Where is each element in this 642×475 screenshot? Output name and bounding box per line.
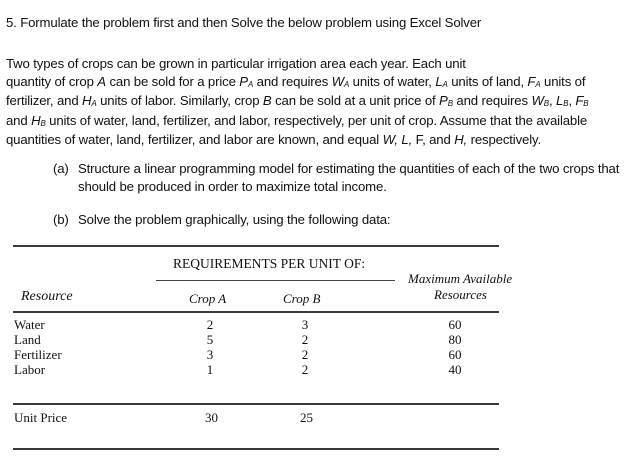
problem-paragraph [6,55,642,149]
row-crop-a: 30 [205,410,218,425]
water-symbol: W [331,73,344,89]
water-symbol: W [531,93,544,109]
header-max-line-1: Maximum Available [408,271,513,286]
subscript: B [543,99,549,109]
symbols: H, [454,132,468,148]
labor-symbol: H [31,112,41,128]
price-top-rule [13,403,499,405]
part-b-text: Solve the problem graphically, using the following data: [78,212,391,227]
row-max: 60 [448,347,462,362]
text: can be sold for a price [105,73,240,89]
row-crop-b: 2 [301,332,309,347]
text: , [548,93,556,109]
row-crop-a: 2 [206,317,214,332]
text: and requires [452,93,532,109]
part-a-text: Structure a linear programming model for estimating the quantities of each of the two crops that should be produced in order to maximize total income. [78,161,620,194]
text: and requires [253,73,332,89]
group-header: REQUIREMENTS PER UNIT OF: [173,256,366,271]
price-symbol: P [439,93,448,109]
row-crop-b: 2 [301,362,309,377]
row-resource: Labor [14,362,46,377]
crop-b-symbol: B [262,93,272,109]
table-bottom-rule [13,448,499,450]
table-top-rule [13,245,499,247]
row-resource: Unit Price [14,410,68,425]
row-crop-b: 25 [300,410,313,425]
subscript: B [563,99,569,109]
row-max: 60 [448,317,462,332]
subscript: A [442,79,448,89]
row-crop-a: 5 [206,332,214,347]
fertilizer-symbol: F [575,93,584,109]
row-resource: Land [14,332,41,347]
header-crop-a: Crop A [189,291,227,306]
subscript: A [91,99,97,109]
row-crop-a: 3 [206,347,214,362]
subscript: B [40,118,46,128]
subscript: A [535,79,541,89]
land-symbol: L [435,73,443,89]
part-a [53,160,642,200]
text: units of [540,73,586,89]
text: can be sold at a unit price of [271,93,440,109]
header-max-line-2: Resources [434,287,487,302]
header-bottom-rule [13,311,499,313]
text: units of water, land, fertilizer, and labor, respectively, per unit of crop. Assume that the available [45,112,588,128]
price-symbol: P [239,73,248,89]
paragraph-line-4 [6,112,642,132]
row-crop-b: 3 [301,317,309,332]
subscript: A [343,79,350,89]
text: , [568,93,576,109]
row-max: 80 [448,332,462,347]
text: quantity of crop [6,73,98,89]
paragraph-line-5 [6,131,642,149]
group-header-rule [156,280,395,281]
text: respectively. [467,132,541,148]
row-crop-b: 2 [301,347,309,362]
row-resource: Water [14,317,45,332]
subscript: B [447,99,453,109]
land-symbol: L [555,93,564,109]
part-a-label: (a) [53,161,69,176]
text: quantities of water, land, fertilizer, and labor are known, and equal [6,132,383,148]
symbols: W, L, [382,132,413,148]
problem-title: 5. Formulate the problem first and then Solve the below problem using Excel Solver [6,15,482,30]
text: and [6,112,32,128]
part-b [53,212,642,232]
text: units of water, [349,73,436,89]
paragraph-line-2 [6,73,642,93]
text: units of land, [447,73,528,89]
row-max: 40 [448,362,462,377]
text: fertilizer, and [6,93,83,109]
crop-a-symbol: A [97,73,106,89]
subscript: A [247,79,254,89]
paragraph-line-3 [6,92,642,112]
fertilizer-symbol: F [527,73,536,89]
header-resource: Resource [21,289,73,304]
row-crop-a: 1 [206,362,214,377]
subscript: B [583,99,589,109]
paragraph-line-1: Two types of crops can be grown in particular irrigation area each year. Each unit [6,56,466,71]
header-crop-b: Crop B [283,291,321,306]
part-b-label: (b) [53,212,69,227]
labor-symbol: H [82,93,92,109]
text: units of labor. Similarly, crop [96,93,263,109]
text: F, and [412,132,455,148]
row-resource: Fertilizer [14,347,62,362]
